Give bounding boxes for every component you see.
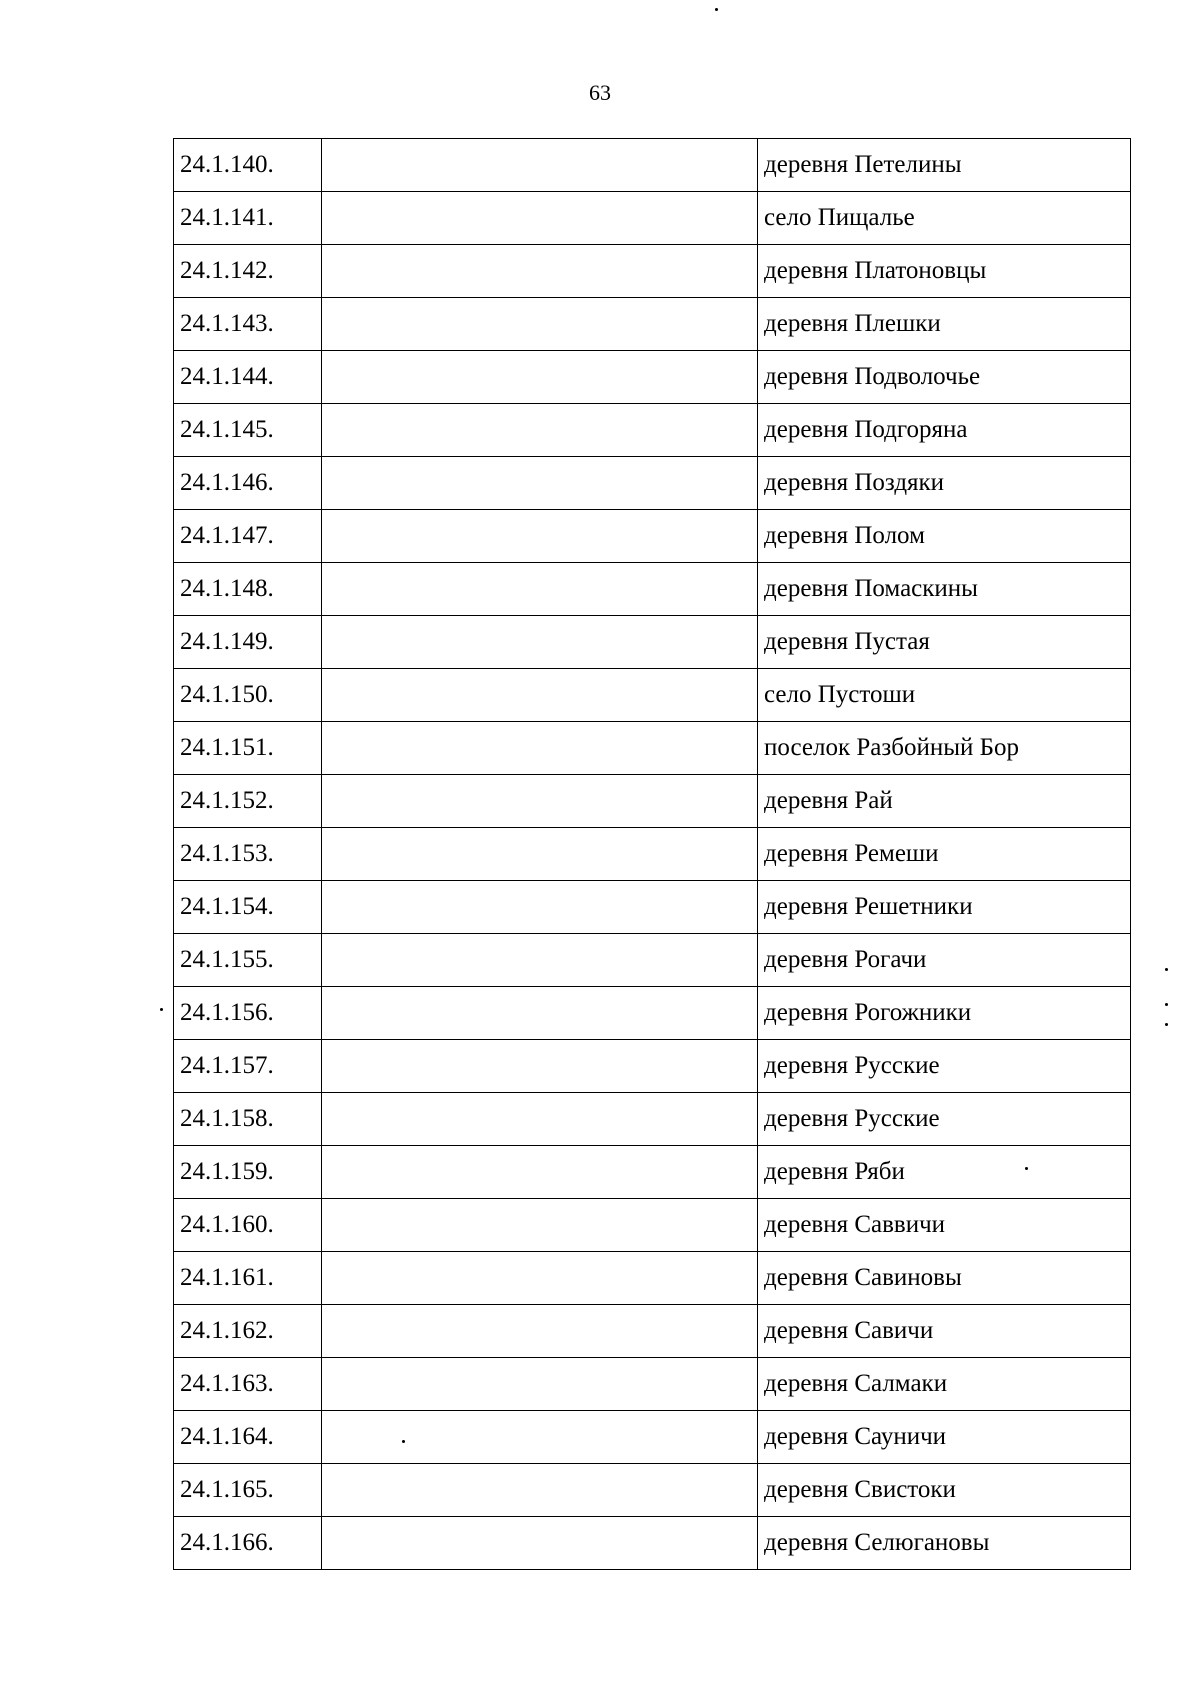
row-place-cell: село Пустоши — [758, 669, 1131, 722]
table-row — [174, 828, 1131, 881]
row-code-cell: 24.1.149. — [174, 616, 322, 669]
row-code-cell: 24.1.159. — [174, 1146, 322, 1199]
row-place-cell: деревня Саввичи — [758, 1199, 1131, 1252]
row-name-cell — [322, 404, 758, 457]
table-row — [174, 881, 1131, 934]
row-code-cell: 24.1.150. — [174, 669, 322, 722]
row-code-cell: 24.1.160. — [174, 1199, 322, 1252]
row-place-cell: деревня Русские — [758, 1093, 1131, 1146]
row-place-cell: деревня Савичи — [758, 1305, 1131, 1358]
row-name-cell — [322, 1358, 758, 1411]
row-code-cell: 24.1.145. — [174, 404, 322, 457]
row-name-cell — [322, 139, 758, 192]
row-code-cell: 24.1.147. — [174, 510, 322, 563]
row-name-cell — [322, 351, 758, 404]
scan-speck — [715, 8, 718, 11]
table-row — [174, 139, 1131, 192]
row-place-cell: деревня Савиновы — [758, 1252, 1131, 1305]
table-row — [174, 987, 1131, 1040]
row-place-cell: деревня Помаскины — [758, 563, 1131, 616]
table-row — [174, 1040, 1131, 1093]
row-place-cell: поселок Разбойный Бор — [758, 722, 1131, 775]
row-code-cell: 24.1.153. — [174, 828, 322, 881]
row-name-cell — [322, 828, 758, 881]
table-row — [174, 722, 1131, 775]
row-place-cell: деревня Решетники — [758, 881, 1131, 934]
row-place-cell: деревня Плешки — [758, 298, 1131, 351]
table-row — [174, 404, 1131, 457]
table-row — [174, 1358, 1131, 1411]
row-name-cell — [322, 616, 758, 669]
table-body — [174, 139, 1131, 1570]
row-name-cell — [322, 1146, 758, 1199]
row-name-cell — [322, 298, 758, 351]
row-code-cell: 24.1.163. — [174, 1358, 322, 1411]
table-row — [174, 669, 1131, 722]
row-code-cell: 24.1.143. — [174, 298, 322, 351]
table-row — [174, 510, 1131, 563]
row-code-cell: 24.1.155. — [174, 934, 322, 987]
table-row — [174, 1517, 1131, 1570]
settlements-table — [173, 138, 1131, 1570]
row-name-cell — [322, 1252, 758, 1305]
table-row — [174, 298, 1131, 351]
scan-speck — [1165, 1023, 1168, 1026]
row-code-cell: 24.1.141. — [174, 192, 322, 245]
table-row — [174, 1411, 1131, 1464]
row-place-cell: деревня Рай — [758, 775, 1131, 828]
table-row — [174, 1252, 1131, 1305]
row-code-cell: 24.1.164. — [174, 1411, 322, 1464]
row-code-cell: 24.1.162. — [174, 1305, 322, 1358]
row-place-cell: село Пищалье — [758, 192, 1131, 245]
table-row — [174, 1093, 1131, 1146]
row-name-cell — [322, 934, 758, 987]
scan-speck — [1025, 1167, 1028, 1170]
row-code-cell: 24.1.151. — [174, 722, 322, 775]
row-code-cell: 24.1.166. — [174, 1517, 322, 1570]
table-row — [174, 1464, 1131, 1517]
row-name-cell — [322, 775, 758, 828]
table-row — [174, 192, 1131, 245]
row-code-cell: 24.1.158. — [174, 1093, 322, 1146]
table-row — [174, 563, 1131, 616]
row-place-cell: деревня Рогачи — [758, 934, 1131, 987]
row-name-cell — [322, 510, 758, 563]
table-row — [174, 775, 1131, 828]
row-name-cell — [322, 1305, 758, 1358]
row-name-cell — [322, 1411, 758, 1464]
table-row — [174, 351, 1131, 404]
row-name-cell — [322, 1040, 758, 1093]
row-place-cell: деревня Пустая — [758, 616, 1131, 669]
row-place-cell: деревня Рогожники — [758, 987, 1131, 1040]
row-code-cell: 24.1.144. — [174, 351, 322, 404]
row-name-cell — [322, 881, 758, 934]
row-name-cell — [322, 722, 758, 775]
table-row — [174, 616, 1131, 669]
row-code-cell: 24.1.165. — [174, 1464, 322, 1517]
table-row — [174, 457, 1131, 510]
page-number: 63 — [589, 80, 611, 105]
row-name-cell — [322, 1464, 758, 1517]
row-name-cell — [322, 1517, 758, 1570]
row-place-cell: деревня Поздяки — [758, 457, 1131, 510]
scan-speck — [402, 1440, 405, 1443]
row-code-cell: 24.1.156. — [174, 987, 322, 1040]
scan-speck — [1165, 1003, 1168, 1006]
row-place-cell: деревня Ряби — [758, 1146, 1131, 1199]
row-place-cell: деревня Русские — [758, 1040, 1131, 1093]
row-place-cell: деревня Полом — [758, 510, 1131, 563]
row-name-cell — [322, 457, 758, 510]
row-name-cell — [322, 987, 758, 1040]
table-row — [174, 1305, 1131, 1358]
row-code-cell: 24.1.142. — [174, 245, 322, 298]
row-code-cell: 24.1.152. — [174, 775, 322, 828]
row-code-cell: 24.1.154. — [174, 881, 322, 934]
settlements-table-wrapper — [173, 138, 1131, 1570]
row-code-cell: 24.1.140. — [174, 139, 322, 192]
scan-speck — [1165, 968, 1168, 971]
row-name-cell — [322, 245, 758, 298]
row-name-cell — [322, 1093, 758, 1146]
row-name-cell — [322, 192, 758, 245]
table-row — [174, 245, 1131, 298]
row-place-cell: деревня Петелины — [758, 139, 1131, 192]
row-place-cell: деревня Сауничи — [758, 1411, 1131, 1464]
row-place-cell: деревня Селюгановы — [758, 1517, 1131, 1570]
row-name-cell — [322, 563, 758, 616]
row-name-cell — [322, 1199, 758, 1252]
row-code-cell: 24.1.161. — [174, 1252, 322, 1305]
row-code-cell: 24.1.146. — [174, 457, 322, 510]
row-place-cell: деревня Платоновцы — [758, 245, 1131, 298]
table-row — [174, 1199, 1131, 1252]
row-place-cell: деревня Ремеши — [758, 828, 1131, 881]
table-row — [174, 934, 1131, 987]
row-code-cell: 24.1.157. — [174, 1040, 322, 1093]
row-name-cell — [322, 669, 758, 722]
row-place-cell: деревня Свистоки — [758, 1464, 1131, 1517]
scan-speck — [160, 1008, 163, 1011]
row-place-cell: деревня Подгоряна — [758, 404, 1131, 457]
row-place-cell: деревня Подволочье — [758, 351, 1131, 404]
row-place-cell: деревня Салмаки — [758, 1358, 1131, 1411]
row-code-cell: 24.1.148. — [174, 563, 322, 616]
table-row — [174, 1146, 1131, 1199]
